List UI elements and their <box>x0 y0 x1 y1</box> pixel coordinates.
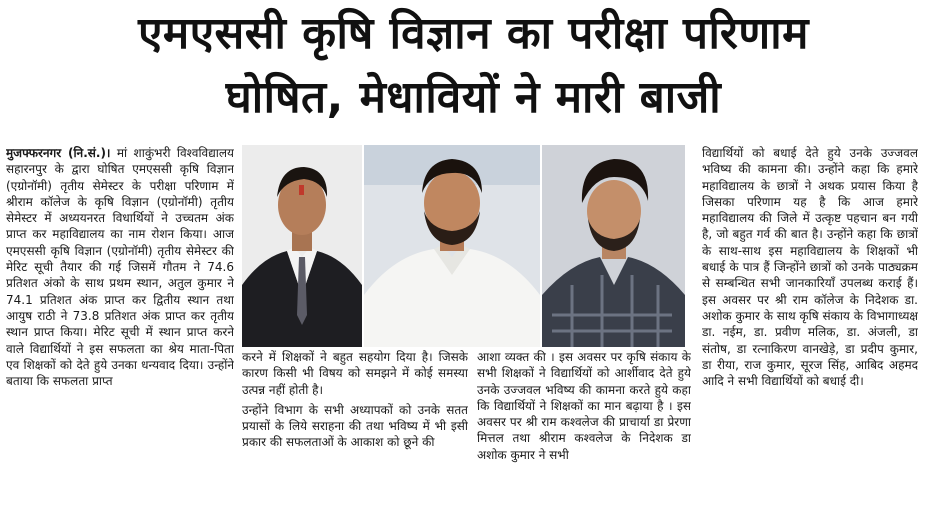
portrait-photo-1 <box>242 145 362 347</box>
portrait-suit-icon <box>242 145 362 347</box>
portrait-photo-3 <box>542 145 685 347</box>
article-column-2 <box>242 349 468 507</box>
column-2-paragraph-2: उन्होंने विभाग के सभी अध्यापकों को उनके सतत प्रयासों के लिये सराहना की तथा भविष्य में भी इसी प्रकार की सफलताओं के आकाश को छूने की <box>242 402 468 450</box>
photo-strip <box>242 145 685 347</box>
column-1-text: मां शाकुंभरी विश्वविद्यालय सहारनपुर के द्वारा घोषित एमएससी कृषि विज्ञान (एग्रोनॉमी) तृतीय सेमेस्टर के परीक्षा परिणाम में श्रीराम कॉलेज के कृषि विज्ञान (एग्रोनॉमी) तृतीय सेमेस्टर में अध्ययनरत विधार्थियों ने उच्चतम अंक प्राप्त कर महाविद्यालय का नाम रोशन किया। आज एमएससी कृषि विज्ञान (एग्रोनॉमी) तृतीय सेमेस्टर की मेरिट सूची तैयार की गई जिसमें गौतम ने 74.6 प्रतिशत अंको के साथ प्रथम स्थान, अतुल कुमार ने 74.1 प्रतिशत अंक प्राप्त कर द्वितीय स्थान तथा आयुष राठी ने 73.8 प्रतिशत अंक प्राप्त कर तृतीय स्थान प्राप्त किया। मेरिट सूची में स्थान प्राप्त करने वाले विद्यार्थियों ने इस सफलता का श्रेय माता-पिता एव शिक्षकों को देते हुये उनका धन्यवाद दिया। उन्होंने बताया कि सफलता प्राप्त <box>6 146 234 389</box>
portrait-photo-2 <box>364 145 540 347</box>
headline-line-1: एमएससी कृषि विज्ञान का परीक्षा परिणाम <box>138 8 809 59</box>
column-4-paragraph: विद्यार्थियों को बधाई देते हुये उनके उज्जवल भविष्य की कामना की। उन्होंने कहा कि हमारे महाविद्यालय के छात्रों ने अथक प्रयास किया है जिसका परिणाम यह है कि आज हमारे महाविद्यालय की जिले में उत्कृष्ट पहचान बन गयी है, जो बहुत गर्व की बात है। उन्होंने कहा कि छात्रों के साथ-साथ इस महाविद्यालय के शिक्षकों भी बधाई के पात्र हैं जिन्होंने छात्रों को उनके पाठ्यक्रम से सम्बन्धित सभी जानकारियाँ उपलब्ध कराई हैं। इस अवसर पर श्री राम कॉलेज के निदेशक डा. अशोक कुमार के साथ कृषि संकाय के विभागाध्यक्ष डा. नईम, डा. प्रवीण मलिक, डा. अंजली, डा संतोष, डा रत्नाकिरण वानखेड़े, डा प्रदीप कुमार, डा रीया, राज कुमार, सूरज सिंह, आबिद अहमद आदि ने सभी विद्यार्थियों को बधाई दी। <box>702 146 918 389</box>
article-column-3 <box>477 349 691 507</box>
headline <box>0 2 947 130</box>
portrait-white-shirt-icon <box>364 145 540 347</box>
portrait-checked-shirt-icon <box>542 145 685 347</box>
article-column-4 <box>702 145 918 505</box>
dateline: मुजफ्फरनगर (नि.सं.)। <box>6 146 111 160</box>
column-3-paragraph: आशा व्यक्त की । इस अवसर पर कृषि संकाय के सभी शिक्षकों ने विद्यार्थियों को आर्शीवाद देते हुये उनके उज्जवल भविष्य की कामना करते हुये कहा कि विद्यार्थियों ने शिक्षकों का मान बढ़ाया है । इस अवसर पर श्री राम कश्वलेज की प्राचार्या डा प्रेरणा मित्तल तथा श्रीराम कश्वलेज के निदेशक डा अशोक कुमार ने सभी <box>477 350 691 462</box>
headline-line-2: घोषित, मेधावियों ने मारी बाजी <box>225 72 722 123</box>
article-column-1 <box>6 145 234 505</box>
column-2-paragraph-1: करने में शिक्षकों ने बहुत सहयोग दिया है। जिसके कारण किसी भी विषय को समझने में कोई समस्या उत्पन्न नहीं होती है। <box>242 350 468 397</box>
